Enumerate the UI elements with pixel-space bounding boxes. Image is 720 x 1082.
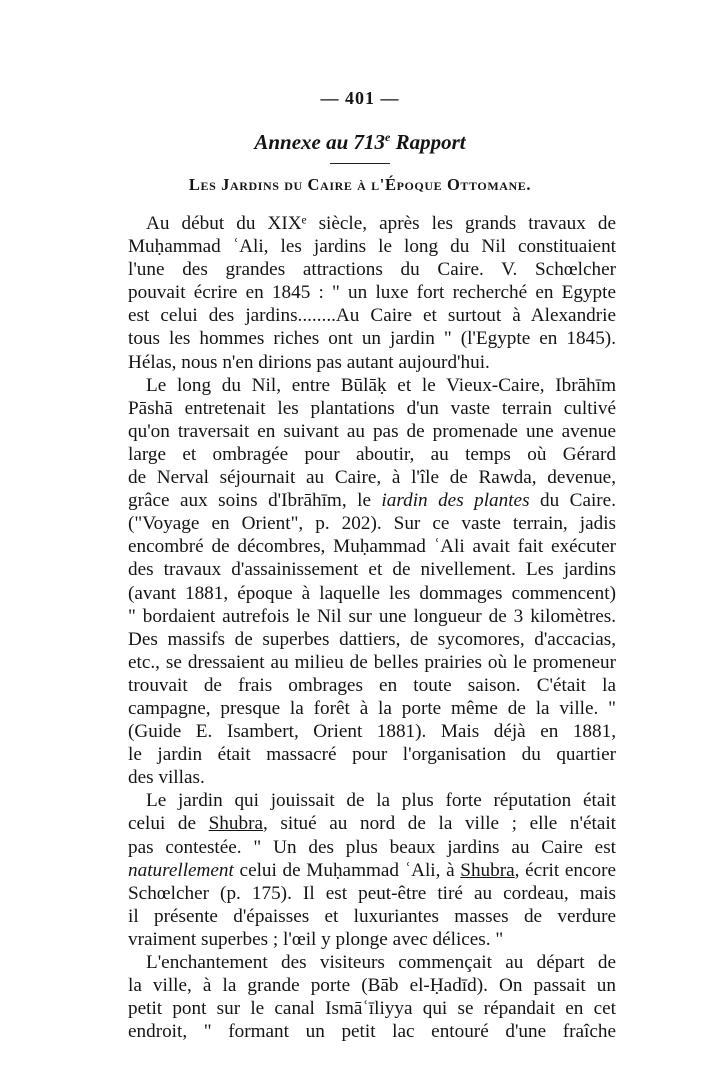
text-line: encombré de décombres, Muḥammad ʿAli avait fait exécuter: [128, 536, 616, 558]
text-line: endroit, " formant un petit lac entouré d'une fraîche: [128, 1021, 616, 1043]
title-rule: [330, 163, 390, 164]
text-line: [128, 489, 616, 512]
text-line: (Guide E. Isambert, Orient 1881). Mais déjà en 1881,: [128, 721, 616, 743]
text-line: trouvait de frais ombrages en toute saison. C'était la: [128, 674, 616, 696]
text-line: l'une des grandes attractions du Caire. V. Schœlcher: [128, 259, 616, 281]
text-segment: grâce aux soins d'Ibrāhīm, le: [128, 490, 382, 512]
text-line: [128, 812, 616, 835]
text-line: ("Voyage en Orient", p. 202). Sur ce vaste terrain, jadis: [128, 513, 616, 535]
text-line: vraiment superbes ; l'œil y plonge avec délices. ": [128, 928, 504, 950]
text-line: Pāshā entretenait les plantations d'un vaste terrain cultivé: [128, 397, 616, 419]
text-segment: du Caire.: [529, 490, 616, 512]
text-line: tous les hommes riches ont un jardin " (l'Egypte en 1845).: [128, 328, 616, 350]
text-line: est celui des jardins........Au Caire et surtout à Alexandrie: [128, 305, 616, 327]
text-line: Le long du Nil, entre Būlāḳ et le Vieux-Caire, Ibrāhīm: [146, 374, 616, 396]
text-line: etc., se dressaient au milieu de belles prairies où le promeneur: [128, 651, 616, 673]
text-line: large et ombragée pour aboutir, au temps où Gérard: [128, 443, 616, 465]
text-line: des travaux d'assainissement et de nivellement. Les jardins: [128, 559, 616, 581]
annex-title: [0, 130, 720, 155]
italic-title: iardin des plantes: [381, 490, 530, 512]
text-line: le jardin était massacré pour l'organisation du quartier: [128, 744, 616, 766]
section-title: Les Jardins du Caire à l'Époque Ottomane.: [188, 175, 532, 194]
text-line: de Nerval séjournait au Caire, à l'île de Rawda, devenue,: [128, 467, 616, 489]
annex-title-prefix: Annexe au 713: [254, 130, 386, 154]
underlined-word: Shubra: [460, 859, 515, 881]
text-line: campagne, presque la forêt à la porte même de la ville. ": [128, 697, 616, 719]
annex-title-superscript: e: [385, 130, 391, 144]
annex-title-rest: Rapport: [390, 130, 466, 154]
text-line: (avant 1881, époque à laquelle les dommages commencent): [128, 582, 616, 604]
text-line: qu'on traversait en suivant au pas de promenade une avenue: [128, 420, 616, 442]
page-number: — 401 —: [320, 88, 400, 108]
text-line: Des massifs de superbes dattiers, de sycomores, d'accacias,: [128, 628, 616, 650]
body-text: [128, 212, 616, 1043]
text-segment: , situé au nord de la ville ; elle n'était: [263, 813, 617, 835]
text-line: la ville, à la grande porte (Bāb el-Ḥadīd). On passait un: [128, 975, 616, 997]
text-line: petit pont sur le canal Ismāʿīliyya qui se répandait en cet: [128, 998, 616, 1020]
text-line: Au début du XIXᵉ siècle, après les grands travaux de: [146, 213, 616, 234]
text-line: il présente d'épaisses et luxuriantes masses de verdure: [128, 905, 616, 927]
text-line: Schœlcher (p. 175). Il est peut-être tiré au cordeau, mais: [128, 882, 616, 904]
text-line: pas contestée. " Un des plus beaux jardins au Caire est: [128, 836, 616, 858]
text-line: Muḥammad ʿAli, les jardins le long du Nil constituaient: [128, 236, 616, 258]
text-line: " bordaient autrefois le Nil sur une longueur de 3 kilomètres.: [128, 605, 616, 627]
text-line: des villas.: [128, 767, 205, 789]
text-line: [128, 859, 616, 882]
text-segment: celui de Muḥammad ʿAli, à: [239, 859, 461, 881]
text-line: L'enchantement des visiteurs commençait au départ de: [146, 952, 616, 973]
text-line: Le jardin qui jouissait de la plus forte réputation était: [146, 790, 616, 812]
underlined-word: Shubra: [208, 813, 263, 835]
text-line: Hélas, nous n'en dirions pas autant aujourd'hui.: [128, 351, 490, 373]
text-segment: , écrit encore: [514, 859, 617, 881]
text-segment: celui de: [128, 813, 209, 835]
italic-word: naturellement: [128, 859, 234, 881]
text-line: pouvait écrire en 1845 : " un luxe fort recherché en Egypte: [128, 282, 616, 304]
